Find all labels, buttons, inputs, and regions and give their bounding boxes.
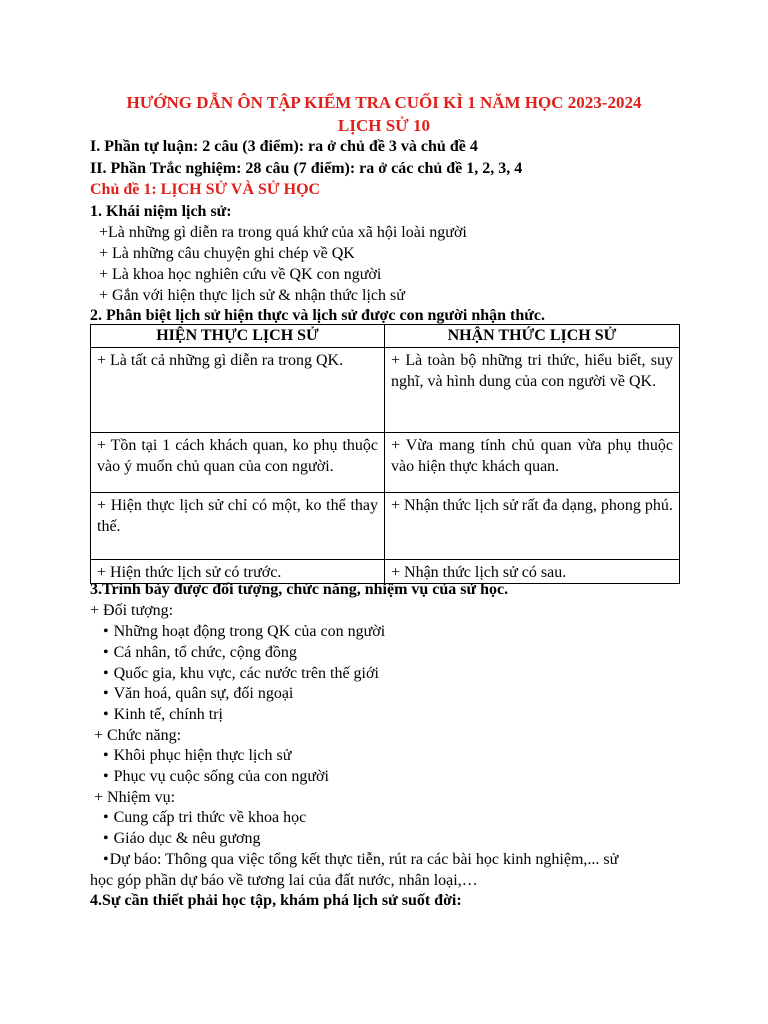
table-cell: + Hiện thực lịch sử chỉ có một, ko thể thay thế. [91, 492, 385, 559]
table-cell: + Tồn tại 1 cách khách quan, ko phụ thuộc vào ý muốn chủ quan của con người. [91, 432, 385, 492]
section1-heading: 1. Khái niệm lịch sử: [90, 203, 232, 220]
topic1-heading: Chủ đề 1: LỊCH SỬ VÀ SỬ HỌC [90, 181, 321, 198]
table-cell: + Nhận thức lịch sử có sau. [385, 559, 680, 584]
table-cell: + Nhận thức lịch sử rất đa dạng, phong phú. [385, 492, 680, 559]
list-item: • Văn hoá, quân sự, đối ngoại [103, 684, 293, 705]
table-cell: + Là tất cả những gì diễn ra trong QK. [91, 347, 385, 432]
list-item: • Những hoạt động trong QK của con người [103, 622, 385, 643]
section2-heading: 2. Phân biệt lịch sử hiện thực và lịch sử được con người nhận thức. [90, 307, 545, 324]
function-label: + Chức năng: [94, 727, 182, 744]
duty-label: + Nhiệm vụ: [94, 789, 176, 806]
subject-label: + Đối tượng: [90, 602, 174, 619]
definition-item: + Là những câu chuyện ghi chép về QK [99, 245, 355, 262]
table-row [91, 432, 680, 492]
column-header-historical-reality: HIỆN THỰC LỊCH SỬ [91, 325, 385, 348]
section3-heading: 3.Trình bày được đối tượng, chức năng, nhiệm vụ của sử học. [90, 581, 509, 598]
document-subtitle: LỊCH SỬ 10 [338, 116, 430, 135]
part-essay: I. Phần tự luận: 2 câu (3 điểm): ra ở chủ đề 3 và chủ đề 4 [90, 138, 478, 155]
list-item: • Cá nhân, tổ chức, cộng đồng [103, 643, 297, 664]
list-item: • Khôi phục hiện thực lịch sử [103, 746, 291, 767]
forecast-paragraph-continued: học góp phần dự báo về tương lai của đất nước, nhân loại,… [90, 872, 478, 889]
forecast-paragraph: •Dự báo: Thông qua việc tổng kết thực tiễn, rút ra các bài học kinh nghiệm,... sử [103, 851, 619, 868]
section4-heading: 4.Sự cần thiết phải học tập, khám phá lịch sử suốt đời: [90, 892, 462, 909]
list-item: • Quốc gia, khu vực, các nước trên thế giới [103, 664, 379, 685]
table-cell: + Vừa mang tính chủ quan vừa phụ thuộc vào hiện thực khách quan. [385, 432, 680, 492]
table-header-row [91, 325, 680, 348]
list-item: • Giáo dục & nêu gương [103, 829, 261, 850]
definition-item: + Gắn với hiện thực lịch sử & nhận thức lịch sử [99, 287, 405, 304]
definition-item: + Là khoa học nghiên cứu về QK con người [99, 266, 382, 283]
table-row [91, 492, 680, 559]
table-cell: + Là toàn bộ những tri thức, hiểu biết, suy nghĩ, và hình dung của con người về QK. [385, 347, 680, 432]
table-cell: + Hiện thức lịch sử có trước. [91, 559, 385, 584]
table-row [91, 347, 680, 432]
list-item: • Phục vụ cuộc sống của con người [103, 767, 329, 788]
comparison-table [90, 324, 680, 584]
list-item: • Kinh tế, chính trị [103, 705, 223, 726]
list-item: • Cung cấp tri thức về khoa học [103, 808, 306, 829]
column-header-historical-perception: NHẬN THỨC LỊCH SỬ [385, 325, 680, 348]
part-multiple-choice: II. Phần Trắc nghiệm: 28 câu (7 điểm): ra ở các chủ đề 1, 2, 3, 4 [90, 160, 523, 177]
document-title: HƯỚNG DẪN ÔN TẬP KIỂM TRA CUỐI KÌ 1 NĂM HỌC 2023-2024 [126, 93, 642, 112]
definition-item: +Là những gì diễn ra trong quá khứ của xã hội loài người [99, 224, 467, 241]
